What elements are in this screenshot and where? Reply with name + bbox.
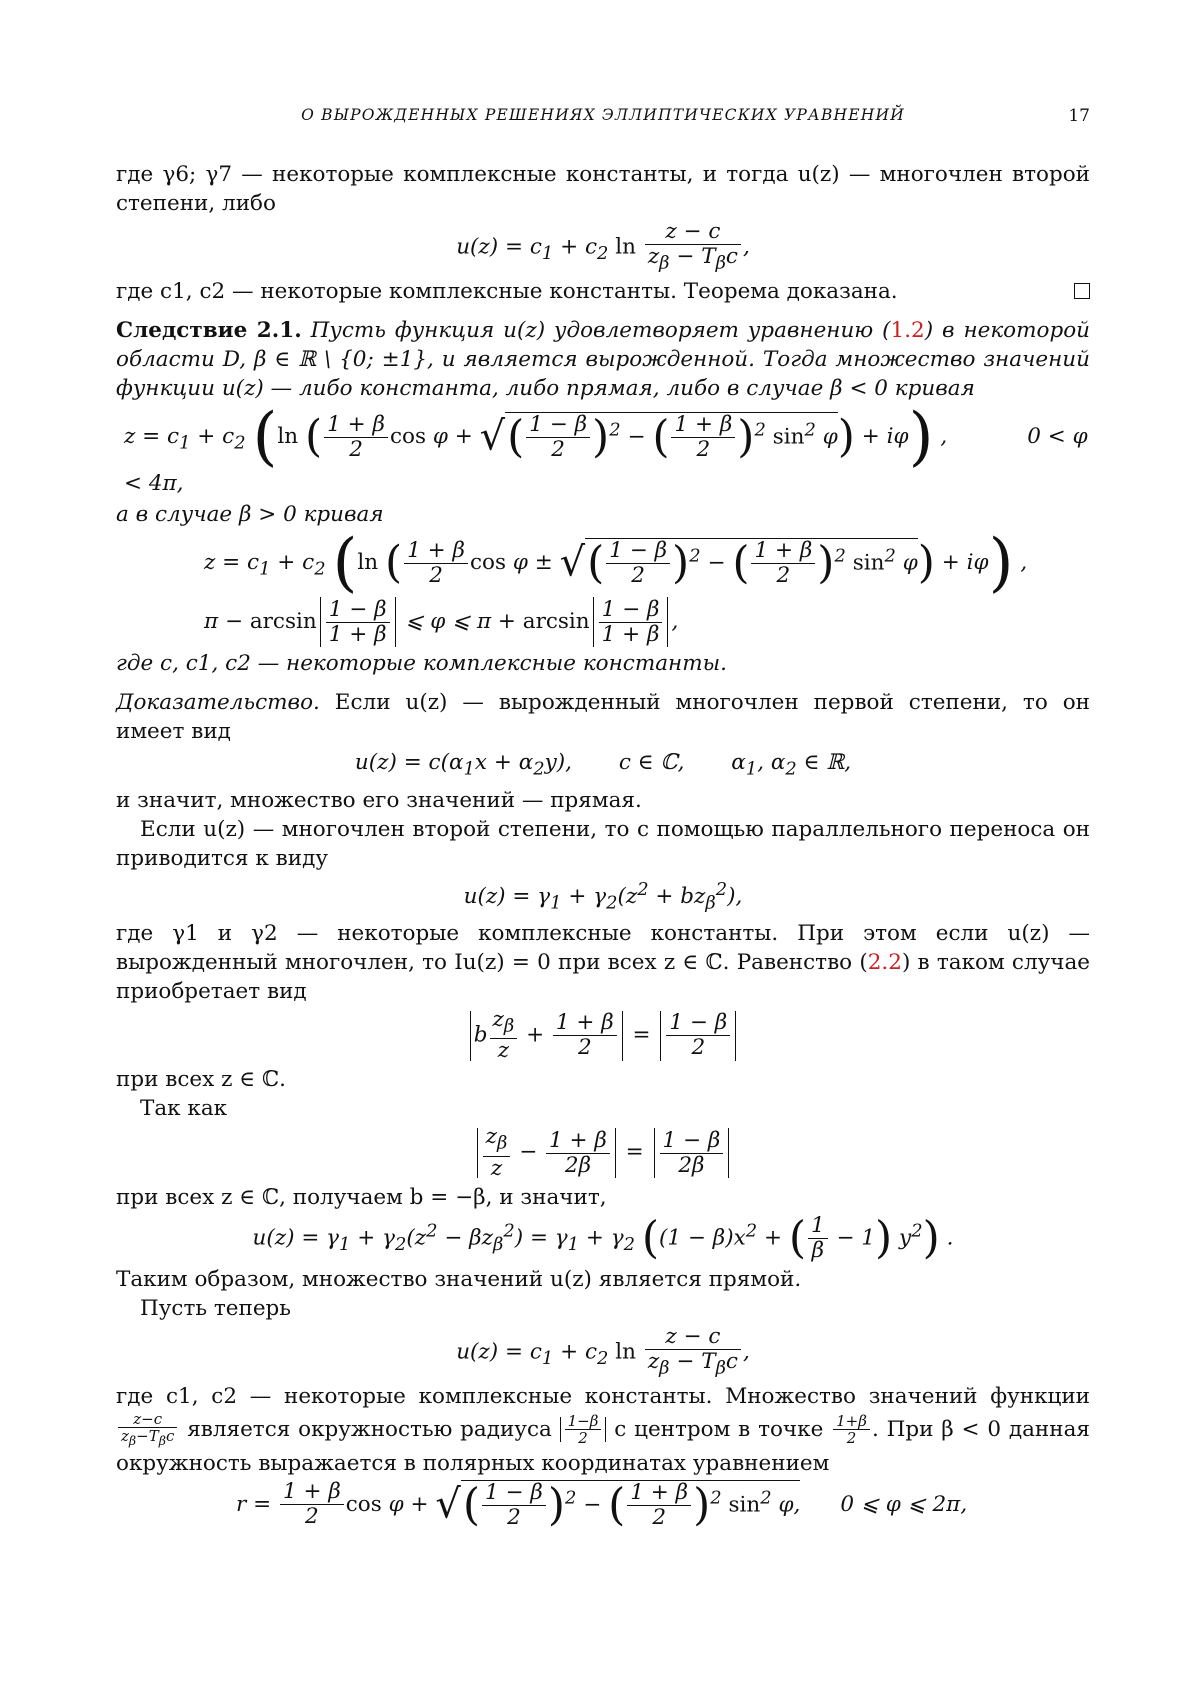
page-body xyxy=(116,160,1090,1532)
qed-line: где c1, c2 — некоторые комплексные константы. Теорема доказана. xyxy=(116,279,898,305)
equation-range: π − arcsin $\frac{1 - \beta}{1 + \beta}$ ⩽ φ ⩽ π + arcsin $\frac{1 - \beta}{1 + \beta}$ , xyxy=(204,596,679,647)
equation-polar: r = $\frac{1 + \beta}{2}$ cos φ + √( $\frac{1 - \beta}{2}$ )$^2$ − ( $\frac{1 + \beta}{2}$ )$^2$ $\sin^2 \varphi$, 0 ⩽ φ ⩽ 2π, xyxy=(236,1479,968,1531)
paragraph xyxy=(116,277,1090,306)
equation-curve-neg: $z = c_1 + c_2$ (ln ( $\frac{1 + \beta}{2}$ cos φ + √( $\frac{1 - \beta}{2}$ )$^2$ − ( $\frac{1 + \beta}{2}$ )$^2$ $\sin^2 \varphi) + i\varphi$) , 0 < φ < 4π, xyxy=(124,400,1088,497)
ref-link[interactable]: 1.2 xyxy=(890,318,925,344)
equation-linear: $u(z) = c(\alpha_1x + \alpha_2y)$, c ∈ ℂ, $\alpha_1$, $\alpha_2$ ∈ ℝ, xyxy=(354,750,852,780)
paragraph-text: . При β < 0 данная окружность выражается в полярных координатах уравнением xyxy=(116,1416,1090,1476)
paragraph: где c1, c2 — некоторые комплексные константы. Множество значений функции $\frac{z-c}{z_\beta-T_\beta c}$ является окружностью радиуса $\frac{1-\beta}{2}$ с центром в точке $\frac{1+\beta}{2}$ . При β < 0 данная окружность выражается в полярных координатах уравнением xyxy=(116,1383,1090,1476)
qed-box-icon xyxy=(1074,283,1090,299)
header-title: О ВЫРОЖДЕННЫХ РЕШЕНИЯХ ЭЛЛИПТИЧЕСКИХ УРАВНЕНИЙ xyxy=(301,106,905,124)
paragraph: где c, c1, c2 — некоторые комплексные константы. xyxy=(116,651,727,677)
paragraph: при всех z ∈ ℂ. xyxy=(116,1067,286,1093)
running-header xyxy=(116,106,1090,136)
paragraph xyxy=(116,919,1090,1006)
equation-abs-2: $\frac{z_\beta}{z}$ − $\frac{1 + \beta}{2\beta}$ = $\frac{1 - \beta}{2\beta}$ xyxy=(116,1125,1090,1180)
proof-label: Доказательство. xyxy=(116,690,320,716)
paragraph: Таким образом, множество значений u(z) является прямой. xyxy=(116,1266,802,1292)
ref-link[interactable]: 2.2 xyxy=(867,950,902,976)
equation-curve-pos: $z = c_1 + c_2$ (ln ( $\frac{1 + \beta}{2}$ cos φ ± √( $\frac{1 - \beta}{2}$ )$^2$ − ( $\frac{1 + \beta}{2}$ )$^2$ $\sin^2 \varphi) + i\varphi$) , xyxy=(204,526,1028,601)
paragraph: Если u(z) — многочлен второй степени, то с помощью параллельного переноса он приводится к виду xyxy=(116,816,1090,871)
proof xyxy=(116,688,1090,746)
paragraph-text: ) в таком случае приобретает вид xyxy=(116,950,1091,1005)
equation-u-log: $u(z) = c_1 + c_2$ ln $\frac{z - c}{z_\beta - T_\beta c}$ , xyxy=(456,219,750,274)
corollary-text: ) в некоторой области D, β ∈ ℝ \ {0; ±1}, и является вырожденной. Тогда множество значений функции u(z) — либо константа, либо прямая, либо в случае β < 0 кривая xyxy=(116,318,1090,402)
paragraph: где γ6; γ7 — некоторые комплексные константы, и тогда u(z) — многочлен второй степени, либо xyxy=(116,162,1090,216)
paragraph: а в случае β > 0 кривая xyxy=(116,502,384,528)
proof-text: Если u(z) — вырожденный многочлен первой степени, то он имеет вид xyxy=(116,690,1090,745)
paragraph: Так как xyxy=(140,1096,228,1122)
corollary-label: Следствие 2.1. xyxy=(116,318,302,344)
paragraph: Пусть теперь xyxy=(140,1295,292,1321)
paragraph: при всех z ∈ ℂ, получаем b = −β, и значит, xyxy=(116,1184,607,1210)
equation-abs-1: b $\frac{z_\beta}{z}$ + $\frac{1 + \beta}{2}$ = $\frac{1 - \beta}{2}$ xyxy=(116,1008,1090,1063)
page-number: 17 xyxy=(1068,106,1090,126)
paragraph-text: с центром в точке xyxy=(614,1416,824,1442)
paragraph-text: где γ1 и γ2 — некоторые комплексные константы. При этом если u(z) — вырожденный многочлен, то Iu(z) = 0 при всех z ∈ ℂ. Равенство ( xyxy=(116,921,1090,976)
equation-u-log-2: $u(z) = c_1 + c_2$ ln $\frac{z - c}{z_\beta - T_\beta c}$ , xyxy=(456,1323,750,1378)
paragraph-text: является окружностью радиуса xyxy=(187,1416,552,1442)
corollary xyxy=(116,316,1090,403)
paragraph: и значит, множество его значений — прямая. xyxy=(116,787,642,813)
equation-line: $u(z) = \gamma_1 + \gamma_2(z^2 - \beta z_\beta^2) = \gamma_1 + \gamma_2$ ($(1 - \beta)x^2$ + ( $\frac{1}{\beta}$ − 1) $y^2$) . xyxy=(252,1212,954,1264)
corollary-text: Пусть функция u(z) удовлетворяет уравнению ( xyxy=(310,318,891,344)
equation-quadratic: $u(z) = \gamma_1 + \gamma_2(z^2 + bz_\beta^2)$, xyxy=(463,878,743,914)
paragraph-text: где c1, c2 — некоторые комплексные константы. Множество значений функции xyxy=(116,1383,1090,1409)
